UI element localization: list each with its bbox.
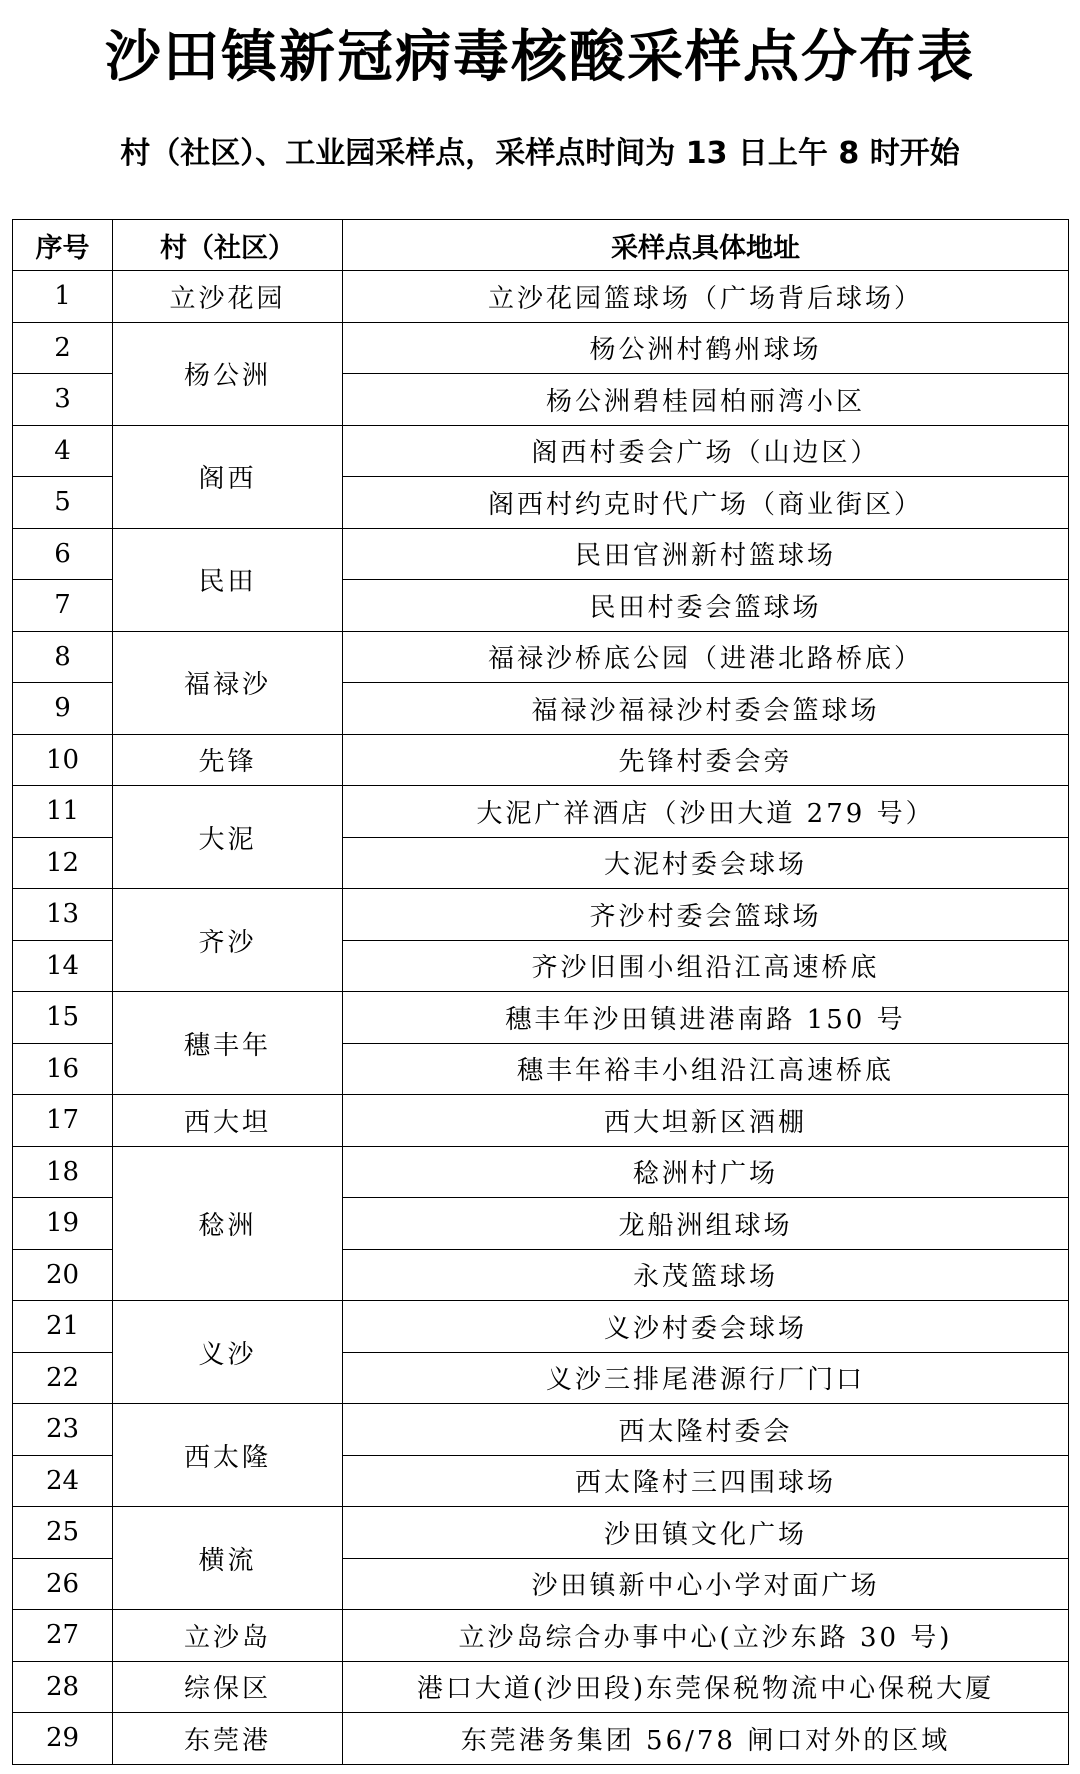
address-cell: 齐沙村委会篮球场 <box>343 889 1069 941</box>
address-cell: 龙船洲组球场 <box>343 1198 1069 1250</box>
address-cell: 民田村委会篮球场 <box>343 580 1069 632</box>
address-cell: 先锋村委会旁 <box>343 734 1069 786</box>
table-row <box>13 889 1069 941</box>
address-cell: 穗丰年裕丰小组沿江高速桥底 <box>343 1043 1069 1095</box>
serial-number-cell: 21 <box>13 1301 113 1353</box>
village-cell: 福禄沙 <box>113 631 343 734</box>
table-row <box>13 1661 1069 1713</box>
village-cell: 横流 <box>113 1507 343 1610</box>
serial-number-cell: 6 <box>13 528 113 580</box>
serial-number-cell: 8 <box>13 631 113 683</box>
table-row <box>13 631 1069 683</box>
address-cell: 永茂篮球场 <box>343 1249 1069 1301</box>
address-cell: 港口大道(沙田段)东莞保税物流中心保税大厦 <box>343 1661 1069 1713</box>
table-row <box>13 1713 1069 1765</box>
address-cell: 义沙村委会球场 <box>343 1301 1069 1353</box>
address-cell: 沙田镇新中心小学对面广场 <box>343 1558 1069 1610</box>
table-row <box>13 1301 1069 1353</box>
serial-number-cell: 24 <box>13 1455 113 1507</box>
village-cell: 立沙花园 <box>113 271 343 323</box>
page-title: 沙田镇新冠病毒核酸采样点分布表 <box>105 25 975 90</box>
village-cell: 民田 <box>113 528 343 631</box>
serial-number-cell: 20 <box>13 1249 113 1301</box>
table-row <box>13 528 1069 580</box>
serial-number-cell: 5 <box>13 477 113 529</box>
table-row <box>13 734 1069 786</box>
header-row <box>13 220 1069 271</box>
serial-number-cell: 28 <box>13 1661 113 1713</box>
serial-number-cell: 23 <box>13 1404 113 1456</box>
serial-number-cell: 14 <box>13 940 113 992</box>
address-cell: 大泥村委会球场 <box>343 837 1069 889</box>
table-row <box>13 786 1069 838</box>
village-cell: 稔洲 <box>113 1146 343 1301</box>
address-cell: 沙田镇文化广场 <box>343 1507 1069 1559</box>
address-cell: 齐沙旧围小组沿江高速桥底 <box>343 940 1069 992</box>
serial-number-cell: 9 <box>13 683 113 735</box>
serial-number-cell: 2 <box>13 322 113 374</box>
serial-number-cell: 27 <box>13 1610 113 1662</box>
serial-number-cell: 18 <box>13 1146 113 1198</box>
village-cell: 杨公洲 <box>113 322 343 425</box>
serial-number-cell: 11 <box>13 786 113 838</box>
serial-number-cell: 25 <box>13 1507 113 1559</box>
serial-number-cell: 4 <box>13 425 113 477</box>
serial-number-cell: 22 <box>13 1352 113 1404</box>
village-cell: 西太隆 <box>113 1404 343 1507</box>
header-village: 村（社区） <box>113 220 343 271</box>
address-cell: 阁西村委会广场（山边区） <box>343 425 1069 477</box>
address-cell: 西太隆村委会 <box>343 1404 1069 1456</box>
village-cell: 综保区 <box>113 1661 343 1713</box>
serial-number-cell: 16 <box>13 1043 113 1095</box>
table-row <box>13 322 1069 374</box>
serial-number-cell: 19 <box>13 1198 113 1250</box>
village-cell: 大泥 <box>113 786 343 889</box>
address-cell: 西太隆村三四围球场 <box>343 1455 1069 1507</box>
table-row <box>13 1404 1069 1456</box>
table-header <box>13 220 1069 271</box>
table-row <box>13 425 1069 477</box>
table-body <box>13 271 1069 1765</box>
table-row <box>13 1095 1069 1147</box>
address-cell: 杨公洲碧桂园柏丽湾小区 <box>343 374 1069 426</box>
address-cell: 立沙花园篮球场（广场背后球场） <box>343 271 1069 323</box>
table-row <box>13 271 1069 323</box>
address-cell: 杨公洲村鹤州球场 <box>343 322 1069 374</box>
page-subtitle: 村（社区）、工业园采样点，采样点时间为 13 日上午 8 时开始 <box>120 136 960 171</box>
serial-number-cell: 1 <box>13 271 113 323</box>
serial-number-cell: 12 <box>13 837 113 889</box>
village-cell: 西大坦 <box>113 1095 343 1147</box>
address-cell: 义沙三排尾港源行厂门口 <box>343 1352 1069 1404</box>
address-cell: 立沙岛综合办事中心(立沙东路 30 号) <box>343 1610 1069 1662</box>
table-row <box>13 992 1069 1044</box>
serial-number-cell: 15 <box>13 992 113 1044</box>
serial-number-cell: 17 <box>13 1095 113 1147</box>
address-cell: 民田官洲新村篮球场 <box>343 528 1069 580</box>
serial-number-cell: 29 <box>13 1713 113 1765</box>
table-row <box>13 1146 1069 1198</box>
address-cell: 稔洲村广场 <box>343 1146 1069 1198</box>
serial-number-cell: 3 <box>13 374 113 426</box>
village-cell: 先锋 <box>113 734 343 786</box>
address-cell: 穗丰年沙田镇进港南路 150 号 <box>343 992 1069 1044</box>
village-cell: 齐沙 <box>113 889 343 992</box>
address-cell: 西大坦新区酒棚 <box>343 1095 1069 1147</box>
address-cell: 福禄沙桥底公园（进港北路桥底） <box>343 631 1069 683</box>
serial-number-cell: 10 <box>13 734 113 786</box>
table-row <box>13 1610 1069 1662</box>
serial-number-cell: 7 <box>13 580 113 632</box>
header-address: 采样点具体地址 <box>343 220 1069 271</box>
address-cell: 阁西村约克时代广场（商业街区） <box>343 477 1069 529</box>
village-cell: 立沙岛 <box>113 1610 343 1662</box>
header-serial-number: 序号 <box>13 220 113 271</box>
serial-number-cell: 13 <box>13 889 113 941</box>
serial-number-cell: 26 <box>13 1558 113 1610</box>
address-cell: 东莞港务集团 56/78 闸口对外的区域 <box>343 1713 1069 1765</box>
table-row <box>13 1507 1069 1559</box>
village-cell: 阁西 <box>113 425 343 528</box>
address-cell: 福禄沙福禄沙村委会篮球场 <box>343 683 1069 735</box>
village-cell: 东莞港 <box>113 1713 343 1765</box>
village-cell: 穗丰年 <box>113 992 343 1095</box>
address-cell: 大泥广祥酒店（沙田大道 279 号） <box>343 786 1069 838</box>
sampling-sites-table <box>12 219 1069 1765</box>
village-cell: 义沙 <box>113 1301 343 1404</box>
